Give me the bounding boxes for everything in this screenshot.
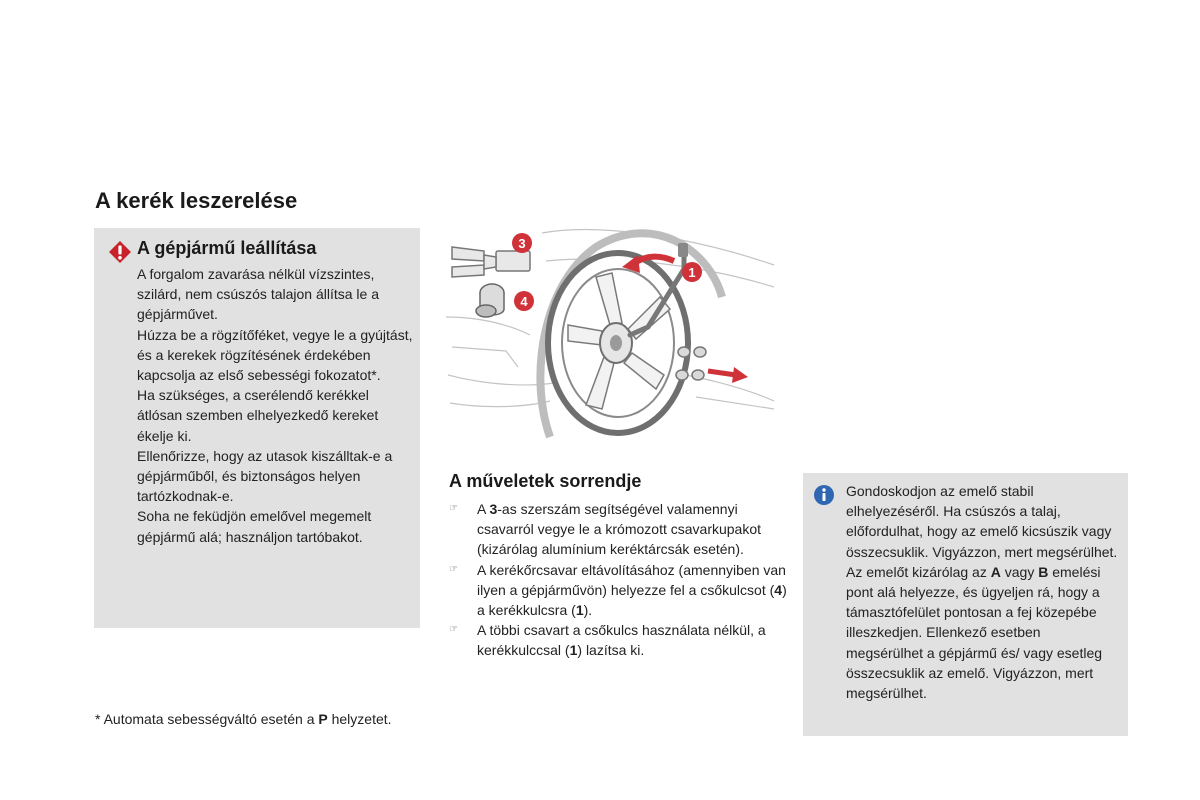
- label-1: 1: [688, 265, 696, 280]
- info-paragraph: Gondoskodjon az emelő stabil elhelyezéséről. Ha csúszós a talaj, előfordulhat, hogy az emelő kicsúszik vagy összecsuklik. Vigyázzon, mert megsérülhet.: [846, 483, 1118, 560]
- label-badge-4: [514, 291, 534, 311]
- hand-pointer-icon: ☞: [449, 563, 458, 575]
- wheel-removal-illustration: [446, 225, 776, 440]
- info-icon: [814, 485, 834, 505]
- procedure-steps: [449, 499, 789, 661]
- warning-box: [94, 228, 420, 628]
- procedure-step: ☞ A 3-as szerszám segítségével valamennyi csavarról vegye le a krómozott csavarkupakot (kizárólag alumínium keréktárcsák esetén).: [449, 501, 762, 558]
- procedure-heading: A műveletek sorrendje: [449, 471, 642, 491]
- warning-paragraph: Ha szükséges, a cserélendő kerékkel átlósan szemben elhelyezkedő kereket ékelje ki.: [137, 387, 379, 444]
- warning-paragraph: Soha ne feküdjön emelővel megemelt gépjármű alá; használjon tartóbakot.: [137, 508, 372, 545]
- info-paragraph: Az emelőt kizárólag az A vagy B emelési pont alá helyezze, és ügyeljen rá, hogy a támasztófelület pontosan a fej közepébe illeszkedjen. Ellenkező esetben megsérülhet a gépjármű és/ vagy esetleg összecsuklik az emelő. Vigyázzon, mert megsérülhet.: [846, 563, 1103, 702]
- info-box: [803, 473, 1128, 736]
- hand-pointer-icon: ☞: [449, 503, 458, 514]
- warning-heading: A gépjármű leállítása: [137, 238, 317, 258]
- procedure-step: ☞ A többi csavart a csőkulcs használata nélkül, a kerékkulccsal (1) lazítsa ki.: [449, 622, 766, 659]
- hand-pointer-icon: ☞: [449, 624, 458, 636]
- warning-text: [137, 264, 413, 547]
- procedure-step: ☞ A kerékőrcsavar eltávolításához (amennyiben van ilyen a gépjárművön) helyezze fel a csőkulcsot (4) a kerékkulcsra (1).: [449, 561, 787, 619]
- warning-paragraph: A forgalom zavarása nélkül vízszintes, szilárd, nem csúszós talajon állítsa le a gépjárművet.: [137, 266, 379, 323]
- warning-paragraph: Húzza be a rögzítőféket, vegye le a gyújtást, és a kerekek rögzítésének érdekében kapcsolja az első sebességi fokozatot*.: [137, 326, 413, 384]
- page-title: A kerék leszerelése: [95, 188, 298, 213]
- warning-paragraph: Ellenőrizze, hogy az utasok kiszálltak-e a gépjárműből, és biztonságos helyen tartózkodnak-e.: [137, 447, 393, 505]
- warning-icon: [108, 240, 132, 264]
- label-badge-3: [512, 233, 532, 253]
- label-badge-1: [682, 262, 702, 282]
- info-text: [846, 481, 1118, 703]
- label-3: 3: [518, 236, 526, 251]
- label-4: 4: [520, 294, 528, 309]
- footnote: * Automata sebességváltó esetén a P helyzetet.: [95, 711, 392, 727]
